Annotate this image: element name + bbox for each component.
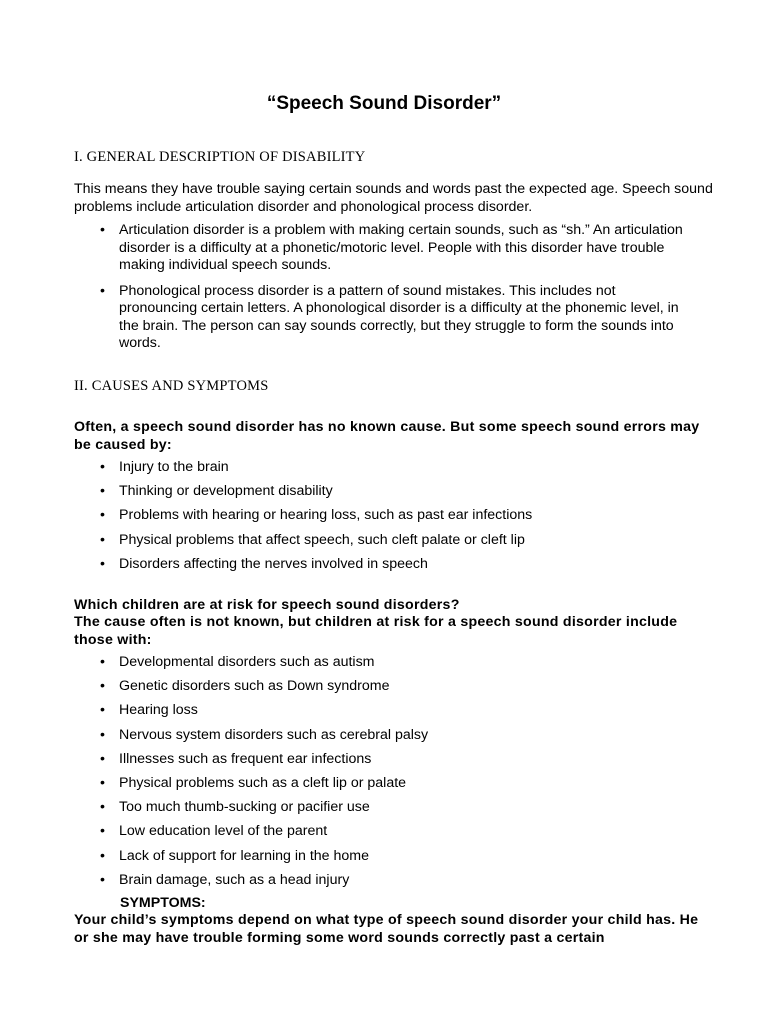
list-item-text: Low education level of the parent (119, 823, 328, 840)
list-item-text: Lack of support for learning in the home (119, 847, 370, 864)
list-item (74, 848, 694, 866)
risk-intro-paragraph: The cause often is not known, but children at risk for a speech sound disorder include those with: (74, 614, 678, 648)
document-title: “Speech Sound Disorder” (266, 93, 502, 114)
causes-intro-paragraph: Often, a speech sound disorder has no known cause. But some speech sound errors may be caused by: (74, 419, 700, 453)
bullet-icon: • (100, 483, 105, 500)
list-item (74, 775, 694, 793)
list-item-text: Genetic disorders such as Down syndrome (119, 678, 390, 695)
list-item (74, 751, 694, 769)
list-item-text: Problems with hearing or hearing loss, such as past ear infections (119, 507, 533, 524)
bullet-icon: • (100, 531, 105, 548)
symptoms-paragraph: Your child’s symptoms depend on what type of speech sound disorder your child has. He or she may have trouble forming some word sounds correctly past a certain (74, 912, 699, 946)
risk-bullet-list (74, 654, 694, 896)
list-item (74, 678, 694, 696)
list-item-text: Disorders affecting the nerves involved in speech (119, 555, 428, 572)
list-item (74, 556, 694, 574)
bullet-icon: • (100, 555, 105, 572)
bullet-icon: • (100, 799, 105, 816)
causes-bullet-list (74, 459, 694, 580)
list-item (74, 483, 694, 501)
list-item (74, 872, 694, 890)
list-item (74, 727, 694, 745)
bullet-icon: • (100, 774, 105, 791)
bullet-icon: • (100, 459, 105, 475)
list-item (74, 222, 694, 275)
list-item (74, 507, 694, 525)
bullet-icon: • (100, 871, 105, 888)
bullet-icon: • (100, 507, 105, 524)
list-item-text: Physical problems such as a cleft lip or palate (119, 774, 407, 791)
list-item-text: Thinking or development disability (119, 483, 333, 500)
list-item (74, 702, 694, 720)
bullet-icon: • (100, 726, 105, 743)
list-item-text: Phonological process disorder is a pattern of sound mistakes. This includes not pronouncing certain letters. A phonological disorder is a difficulty at the phonemic level, in the brain. The person can say sounds correctly, but they struggle to form the sounds into words. (119, 282, 679, 351)
list-item-text: Too much thumb-sucking or pacifier use (119, 799, 370, 816)
list-item-text: Injury to the brain (119, 459, 229, 475)
list-item-text: Hearing loss (119, 702, 198, 719)
list-item-text: Developmental disorders such as autism (119, 654, 375, 670)
section-heading-general-description: I. GENERAL DESCRIPTION OF DISABILITY (74, 149, 366, 165)
section-heading-causes-symptoms: II. CAUSES AND SYMPTOMS (74, 378, 269, 394)
symptoms-label: SYMPTOMS: (120, 895, 206, 911)
list-item-text: Brain damage, such as a head injury (119, 871, 350, 888)
bullet-icon: • (100, 750, 105, 767)
list-item-text: Physical problems that affect speech, such cleft palate or cleft lip (119, 531, 525, 548)
list-item (74, 459, 694, 477)
bullet-icon: • (100, 282, 105, 299)
bullet-icon: • (100, 654, 105, 670)
list-item (74, 823, 694, 841)
list-item (74, 799, 694, 817)
bullet-icon: • (100, 678, 105, 695)
bullet-icon: • (100, 702, 105, 719)
list-item (74, 654, 694, 672)
list-item (74, 532, 694, 550)
bullet-icon: • (100, 222, 105, 238)
section1-intro-paragraph: This means they have trouble saying certain sounds and words past the expected age. Speech sound problems include articulation disorder and phonological process disorder. (74, 181, 713, 215)
list-item (74, 283, 694, 353)
bullet-icon: • (100, 823, 105, 840)
list-item-text: Nervous system disorders such as cerebral palsy (119, 726, 429, 743)
section1-bullet-list (74, 222, 694, 361)
bullet-icon: • (100, 847, 105, 864)
risk-question: Which children are at risk for speech sound disorders? (74, 597, 460, 613)
list-item-text: Illnesses such as frequent ear infections (119, 750, 372, 767)
list-item-text: Articulation disorder is a problem with making certain sounds, such as “sh.” An articulation disorder is a difficulty at a phonetic/motoric level. People with this disorder have trouble making individual speech sounds. (119, 222, 683, 273)
